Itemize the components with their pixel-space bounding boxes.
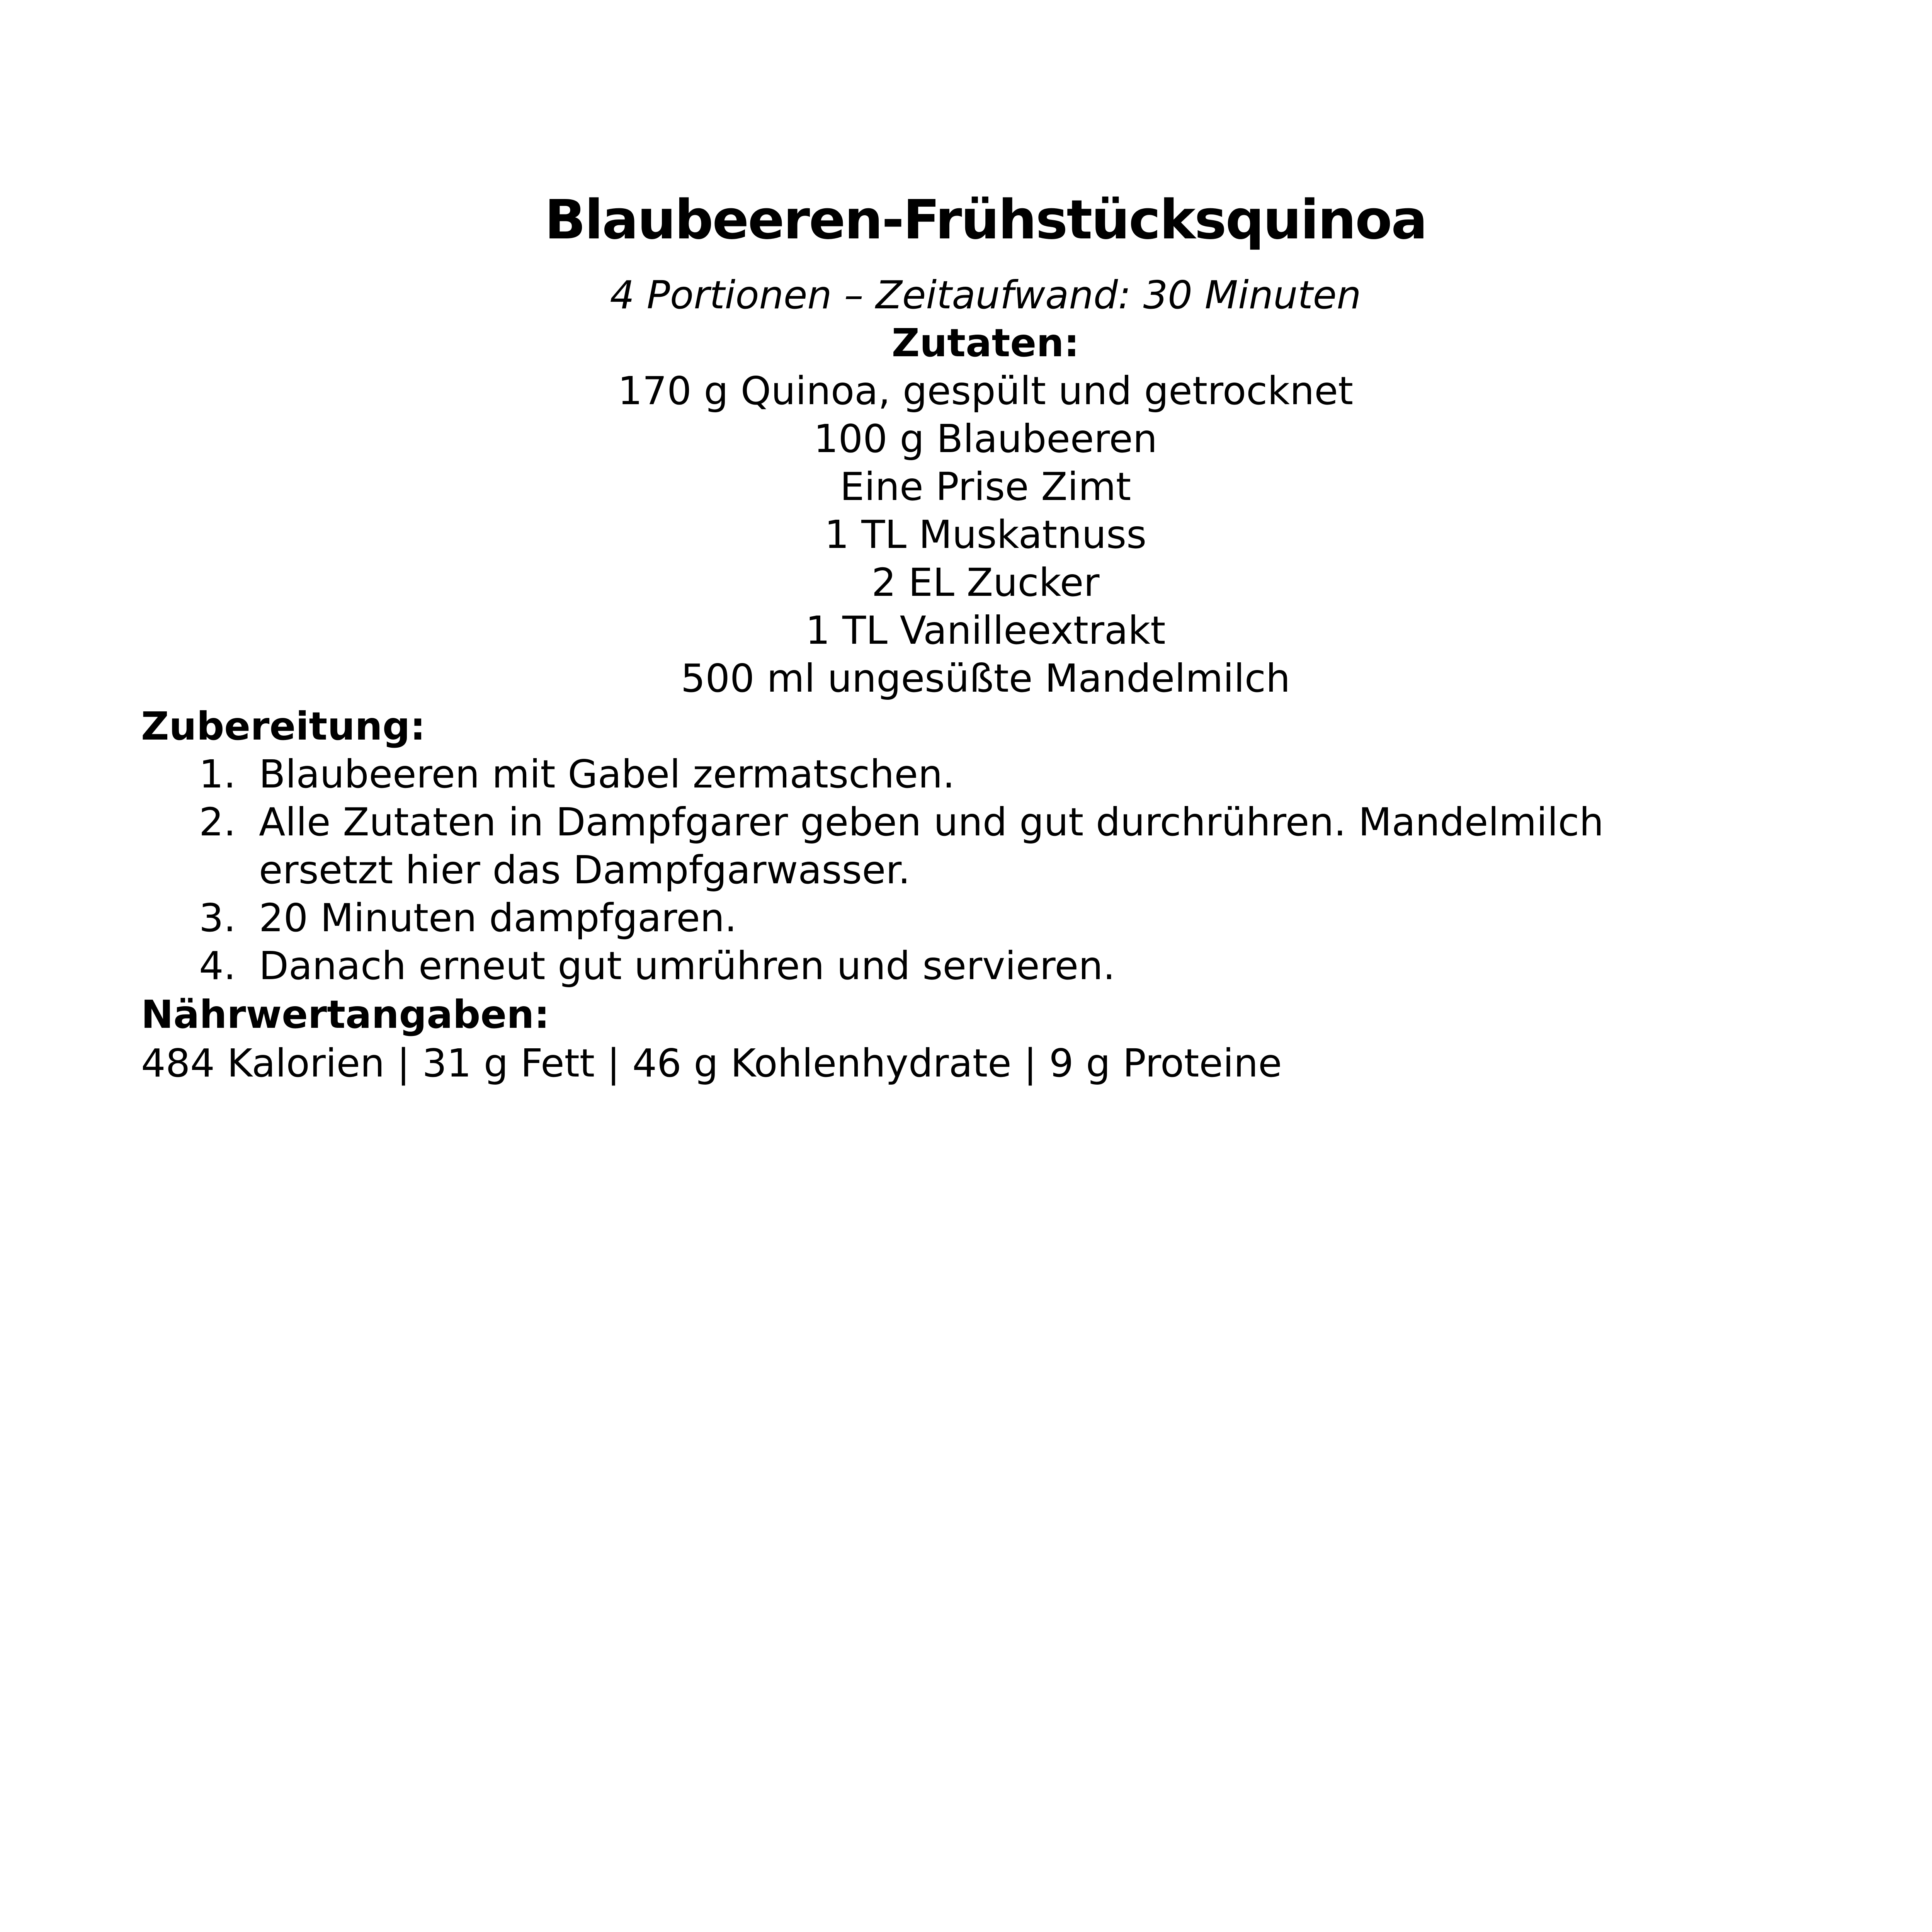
recipe-title: Blaubeeren-Frühstücksquinoa [544,189,1427,252]
preparation-heading: Zubereitung: [141,704,426,749]
recipe-subtitle: 4 Portionen – Zeitaufwand: 30 Minuten [610,272,1361,318]
ingredient-item: 1 TL Vanilleextrakt [805,608,1166,653]
ingredient-item: 500 ml ungesüßte Mandelmilch [680,656,1291,701]
step-text: Blaubeeren mit Gabel zermatschen. [259,752,955,797]
step-number: 1. [199,752,236,797]
ingredient-item: Eine Prise Zimt [840,464,1131,509]
nutrition-heading: Nährwertangaben: [141,992,550,1037]
step-text: Alle Zutaten in Dampfgarer geben und gut durchrühren. Mandelmilch ersetzt hier das Dampfgarwasser. [259,799,1604,893]
ingredient-item: 1 TL Muskatnuss [824,512,1147,557]
nutrition-facts: 484 Kalorien | 31 g Fett | 46 g Kohlenhydrate | 9 g Proteine [141,1041,1282,1086]
step-item [141,750,1745,798]
step-item [141,942,1745,990]
ingredient-item: 2 EL Zucker [871,560,1100,605]
step-number: 2. [199,799,236,845]
ingredients-heading: Zutaten: [891,320,1080,366]
ingredient-item: 170 g Quinoa, gespült und getrocknet [617,368,1354,413]
step-number: 4. [199,943,236,988]
ingredient-item: 100 g Blaubeeren [813,416,1158,461]
step-text: 20 Minuten dampfgaren. [259,895,737,940]
step-item [141,798,1745,894]
ingredients-list [0,367,1932,702]
step-text: Danach erneut gut umrühren und servieren. [259,943,1116,988]
preparation-steps [141,750,1745,990]
step-item [141,894,1745,942]
step-number: 3. [199,895,236,940]
